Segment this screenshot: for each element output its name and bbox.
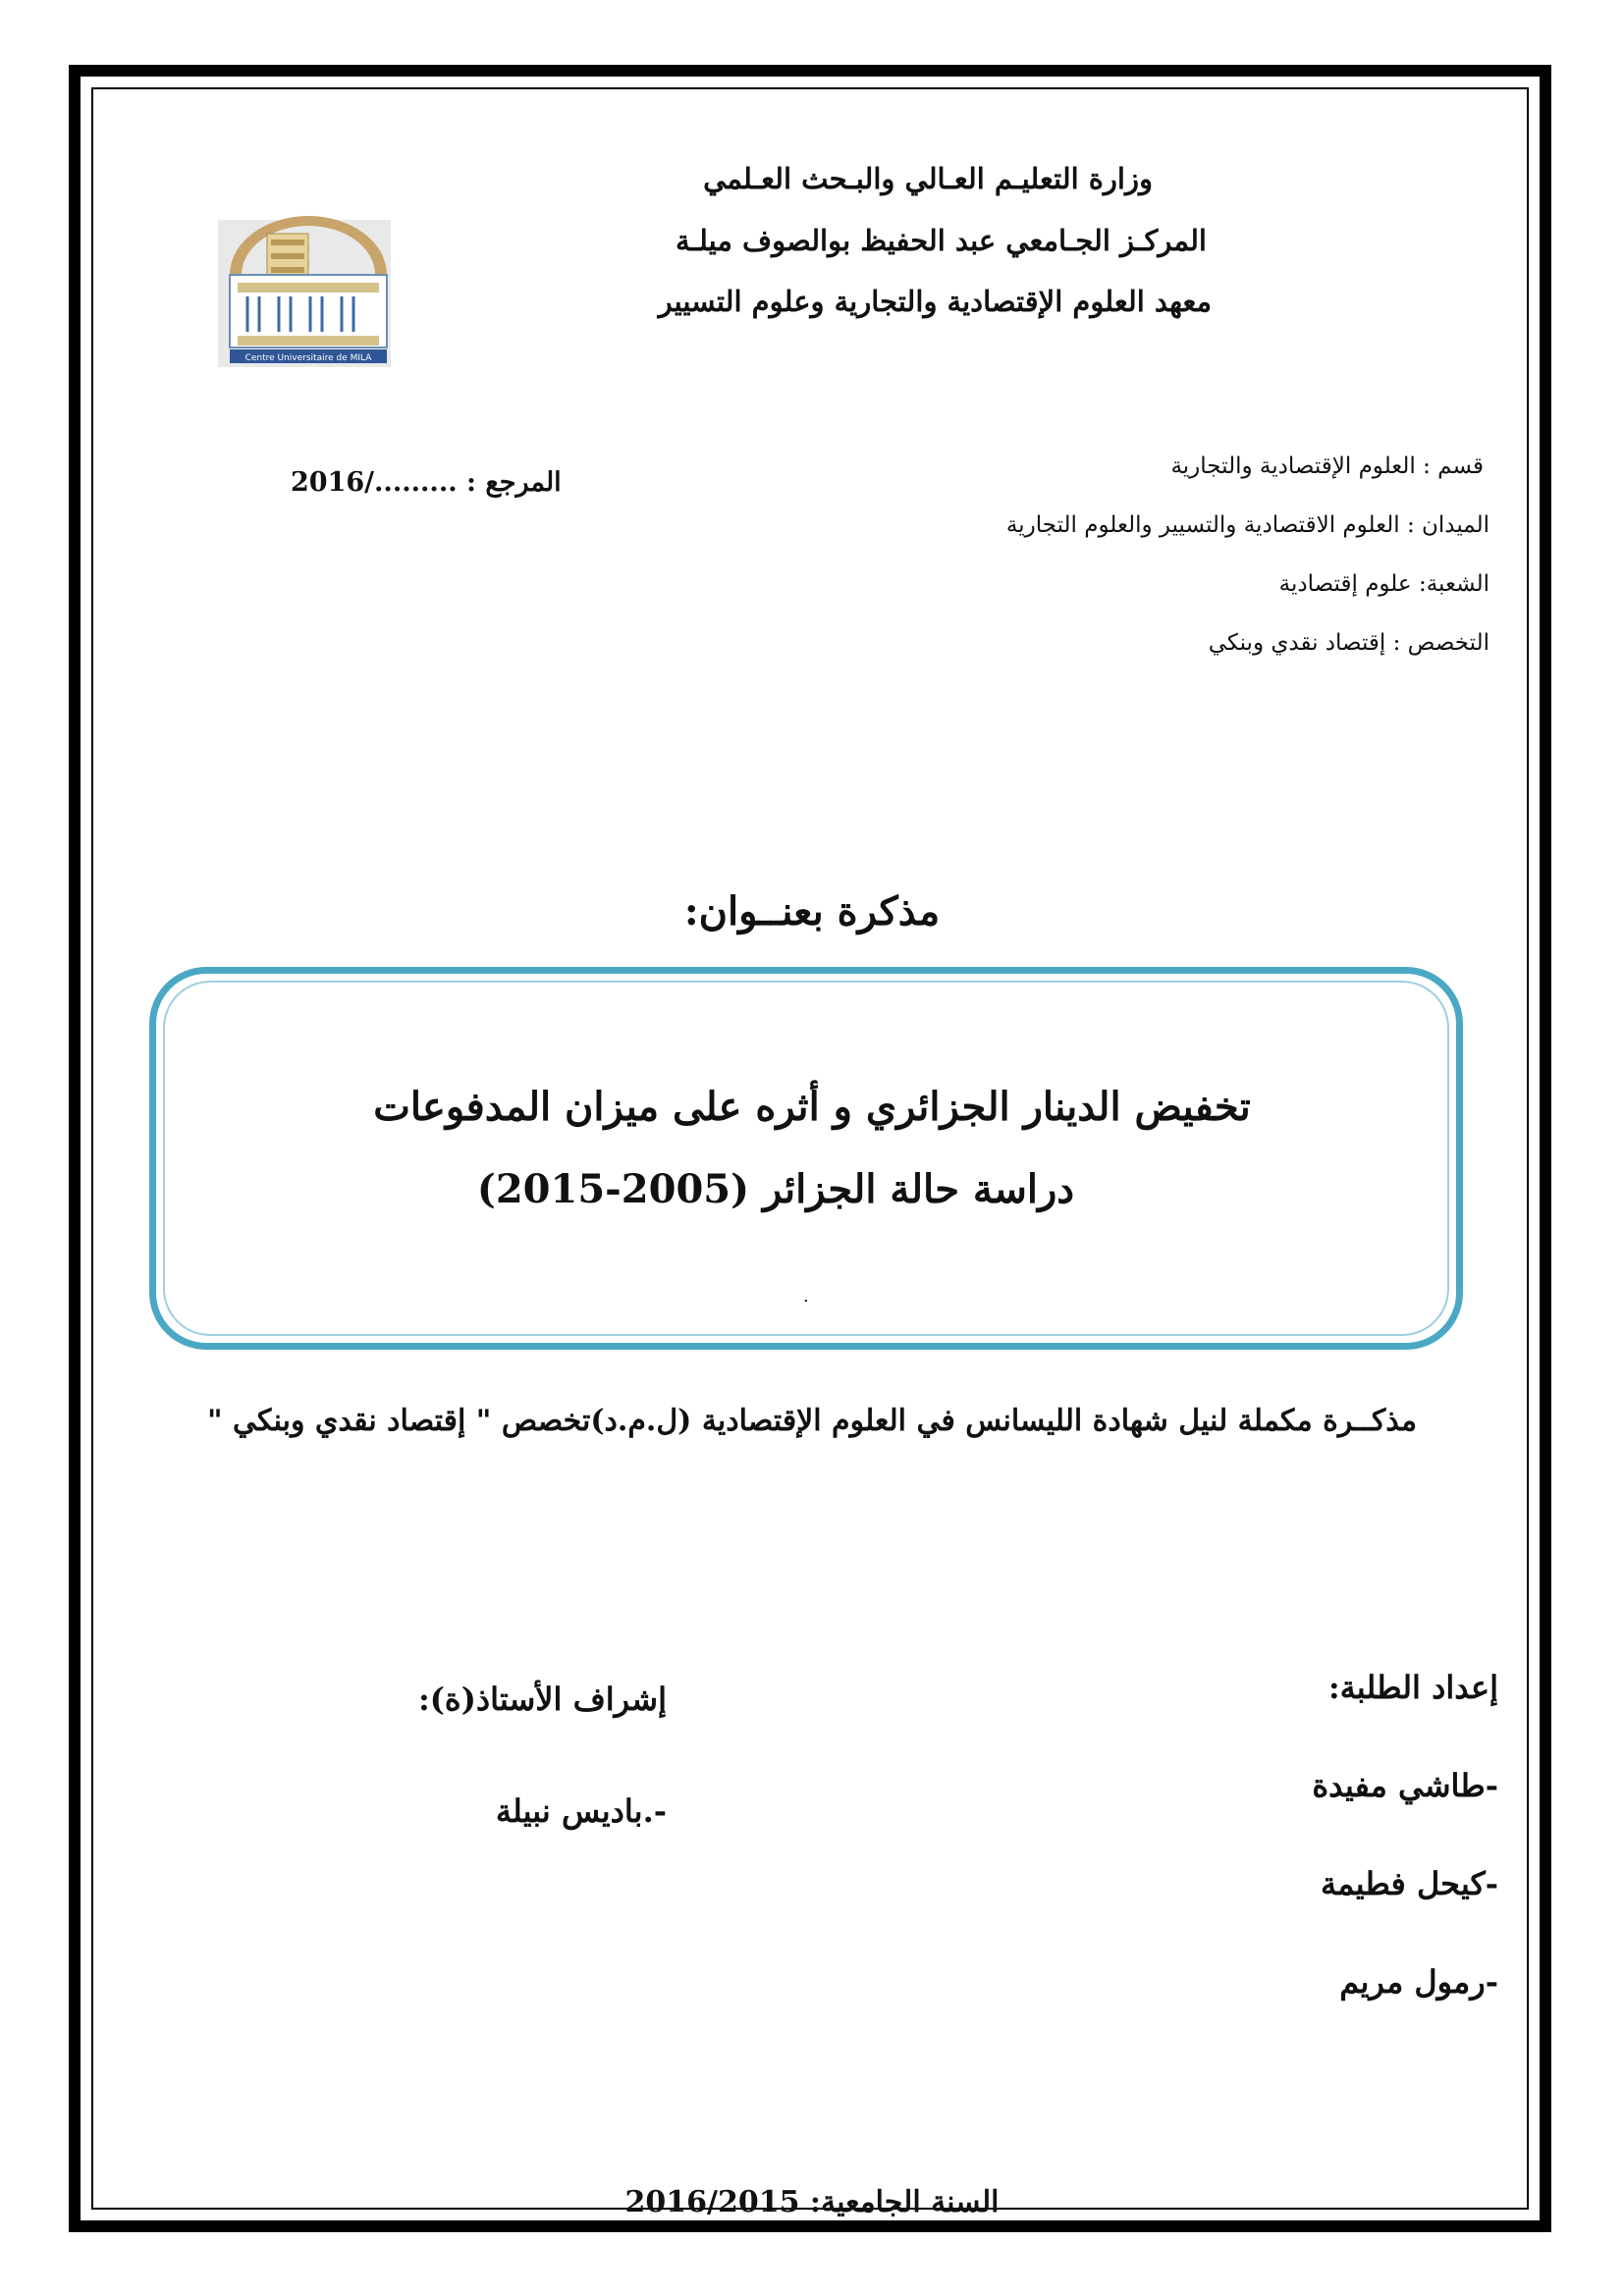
university-center-name: المركـز الجـامعي عبد الحفيظ بوالصوف ميلـة xyxy=(676,224,1207,257)
academic-year: السنة الجامعية: 2016/2015 xyxy=(624,2185,1000,2219)
university-logo xyxy=(210,206,406,371)
branch-line: الشعبة: علوم إقتصادية xyxy=(1278,571,1489,597)
field-line: الميدان : العلوم الاقتصادية والتسيير والعلوم التجارية xyxy=(1005,512,1489,538)
title-frame-inner xyxy=(163,981,1449,1336)
specialty-line: التخصص : إقتصاد نقدي وبنكي xyxy=(1208,630,1489,656)
ministry-name: وزارة التعليـم العـالي والبـحث العـلمي xyxy=(703,162,1153,195)
institute-name: معهد العلوم الإقتصادية والتجارية وعلوم التسيير xyxy=(658,285,1212,318)
supervisor-name: -.باديس نبيلة xyxy=(495,1792,667,1830)
logo-caption: Centre Universitaire de MILA xyxy=(244,353,372,363)
students-heading: إعداد الطلبة: xyxy=(1327,1669,1498,1706)
student-name: -طاشي مفيدة xyxy=(1312,1767,1498,1804)
thesis-label: مذكرة بعنــوان: xyxy=(683,888,941,934)
thesis-title: تخفيض الدينار الجزائري و أثره على ميزان المدفوعات xyxy=(373,1084,1251,1130)
supervisor-heading: إشراف الأستاذ(ة): xyxy=(417,1681,667,1718)
department-line: قسم : العلوم الإقتصادية والتجارية xyxy=(1170,454,1484,479)
student-name: -رمول مريم xyxy=(1339,1963,1498,2001)
title-dot: . xyxy=(803,1286,809,1307)
degree-note: مذكــرة مكملة لنيل شهادة الليسانس في العلوم الإقتصادية (ل.م.د)تخصص " إقتصاد نقدي وبنكي " xyxy=(206,1404,1418,1438)
thesis-subtitle: دراسة حالة الجزائر (2005-2015) xyxy=(476,1166,1075,1212)
reference-line: المرجع : ........./2016 xyxy=(291,467,562,498)
student-name: -كيحل فطيمة xyxy=(1320,1865,1498,1902)
